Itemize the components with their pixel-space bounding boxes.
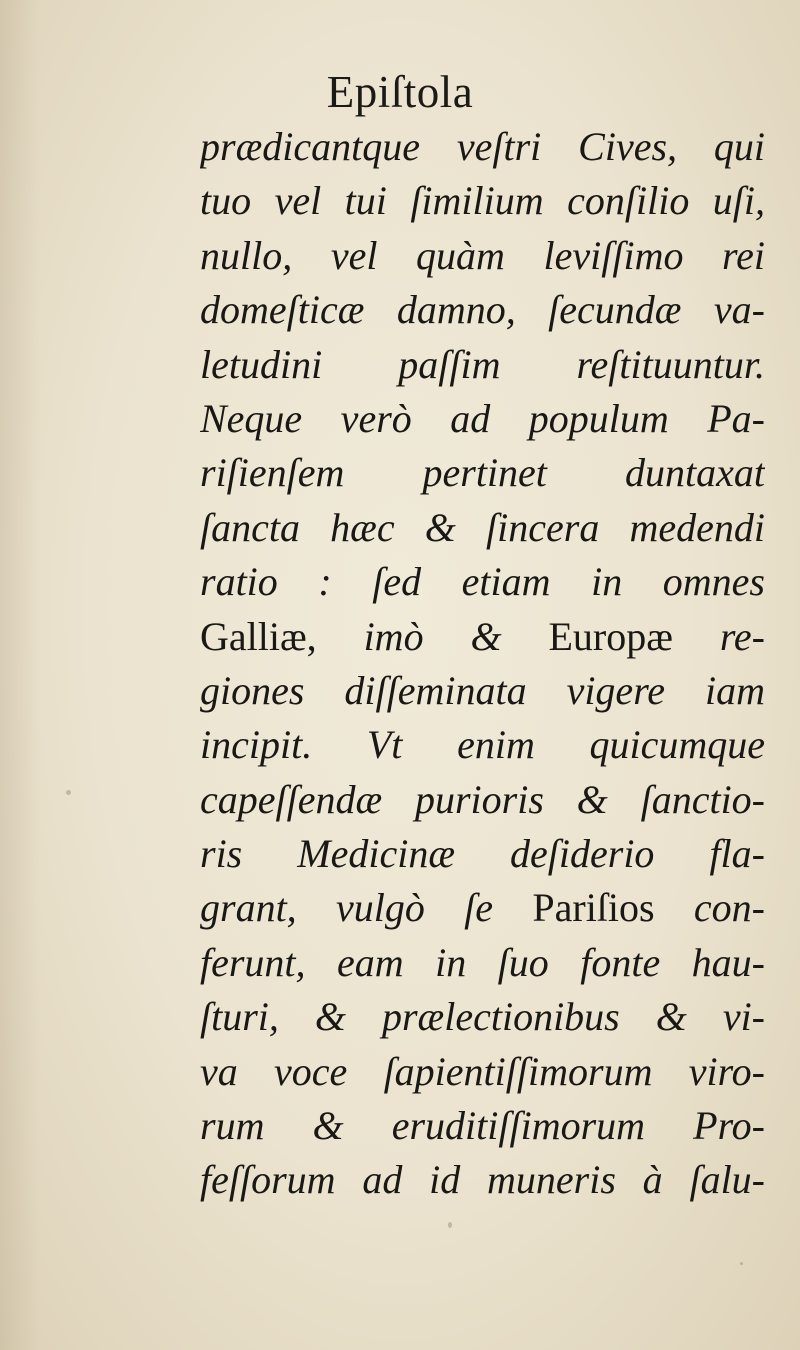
italic-text: re- <box>719 613 765 659</box>
italic-text: grant, vulgò ſe <box>200 885 533 931</box>
paper-blemish <box>740 1262 743 1265</box>
text-line <box>200 338 765 392</box>
text-line <box>200 936 765 990</box>
text-line <box>200 120 765 174</box>
italic-text: ſancta hæc & ſincera medendi <box>200 504 765 550</box>
italic-text: domeſticæ damno, ſecundæ va- <box>200 287 765 333</box>
text-line <box>200 174 765 228</box>
page-gutter-shadow <box>0 0 40 1350</box>
text-line <box>200 990 765 1044</box>
text-line <box>200 392 765 446</box>
italic-text: tuo vel tui ſimilium conſilio uſi, <box>200 178 765 224</box>
running-head: Epiſtola <box>326 67 474 117</box>
text-line <box>200 283 765 337</box>
italic-text: ratio : ſed etiam in omnes <box>200 559 765 605</box>
text-line <box>200 501 765 555</box>
roman-text: Galliæ, <box>200 613 364 659</box>
italic-text: nullo, vel quàm leviſſimo rei <box>200 232 765 278</box>
text-line <box>200 229 765 283</box>
text-line <box>200 1099 765 1153</box>
italic-text: giones diſſeminata vigere iam <box>200 667 765 713</box>
text-line <box>200 446 765 500</box>
italic-text: riſienſem pertinet duntaxat <box>200 450 765 496</box>
italic-text: rum & eruditiſſimorum Pro- <box>200 1103 765 1149</box>
italic-text: Neque verò ad populum Pa- <box>200 395 765 441</box>
roman-text: Europæ <box>548 613 720 659</box>
italic-text: feſſorum ad id muneris à ſalu- <box>200 1157 765 1203</box>
text-line <box>200 718 765 772</box>
roman-text: Pariſios <box>532 885 694 931</box>
italic-text: incipit. Vt enim quicumque <box>200 722 765 768</box>
text-line <box>200 610 765 664</box>
italic-text: ſturi, & prælectionibus & vi- <box>200 994 765 1040</box>
text-line <box>200 827 765 881</box>
italic-text: ris Medicinæ deſiderio fla- <box>200 831 765 877</box>
text-line <box>200 555 765 609</box>
text-line <box>200 1045 765 1099</box>
italic-text: capeſſendæ purioris & ſanctio- <box>200 776 765 822</box>
italic-text: prædicantque veſtri Cives, qui <box>200 124 765 169</box>
text-line <box>200 881 765 935</box>
text-line <box>200 1153 765 1207</box>
text-line <box>200 773 765 827</box>
italic-text: imò & <box>363 613 549 659</box>
body-text <box>200 120 765 1208</box>
italic-text: va voce ſapientiſſimorum viro- <box>200 1048 765 1094</box>
italic-text: con- <box>693 885 765 931</box>
italic-text: ferunt, eam in ſuo fonte hau- <box>200 939 765 985</box>
italic-text: letudini paſſim reſtituuntur. <box>200 341 765 387</box>
paper-blemish <box>66 790 71 795</box>
text-line <box>200 664 765 718</box>
paper-blemish <box>448 1222 452 1228</box>
